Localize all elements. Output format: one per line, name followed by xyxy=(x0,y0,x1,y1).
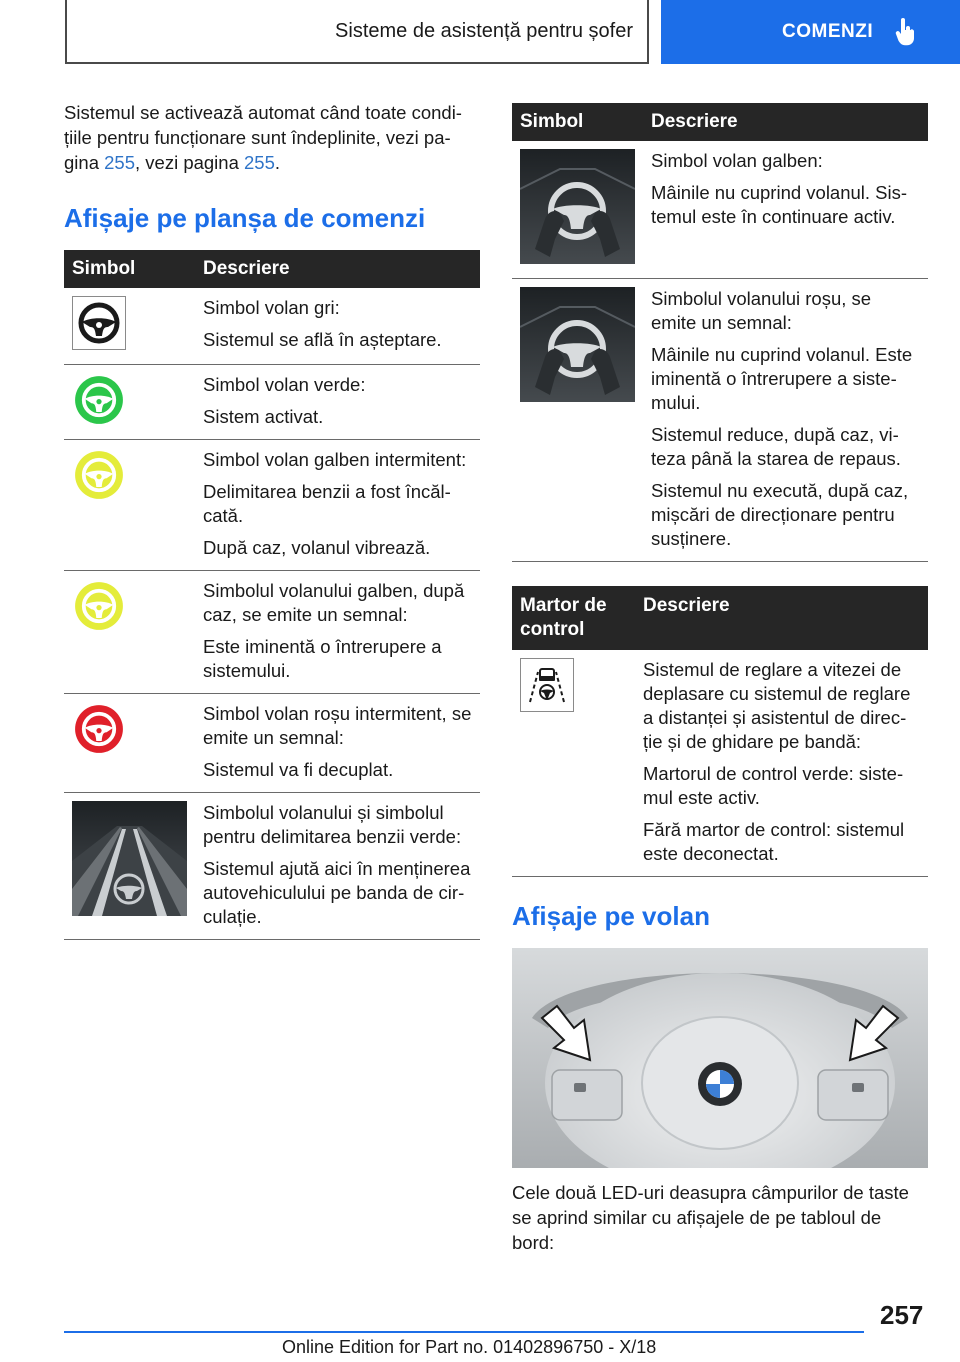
table-row xyxy=(64,792,480,939)
right-column xyxy=(512,103,928,1255)
table-row xyxy=(64,439,480,570)
steering-wheel-yellow-icon xyxy=(72,448,126,502)
table-row xyxy=(512,278,928,561)
description-cell xyxy=(643,141,928,278)
intro-text-end: . xyxy=(274,152,281,173)
chapter-title: Sisteme de asistență pentru șofer xyxy=(335,19,633,42)
description-line: Este iminentă o întrerupere a sistemului. xyxy=(203,635,442,681)
hand-pointer-icon xyxy=(895,18,917,46)
description-line: Sistemul de reglare a vitezei de deplasare cu sistemul de reglare a distanței și asistentul de direc-ție și de ghidare pe bandă: xyxy=(643,658,911,752)
section-label: COMENZI xyxy=(782,21,874,42)
col-header-description: Descriere xyxy=(635,586,928,650)
col-header-symbol: Simbol xyxy=(64,250,195,288)
intro-text: Sistemul se activează automat când toate condi-țiile pentru funcționare sunt îndeplinite, vezi pa-gina xyxy=(64,102,462,173)
table-header-row xyxy=(512,103,928,141)
description-cell xyxy=(195,288,480,364)
description-line: Sistemul reduce, după caz, vi-teza până la starea de repaus. xyxy=(651,423,901,469)
section-heading-steering-wheel: Afișaje pe volan xyxy=(512,900,710,931)
description-cell xyxy=(195,570,480,693)
indicator-table xyxy=(512,586,928,877)
page-number: 257 xyxy=(880,1300,924,1330)
table-header-row xyxy=(64,250,480,288)
steering-wheel-yellow-icon xyxy=(72,579,126,633)
description-line: Simbolul volanului galben, după caz, se emite un semnal: xyxy=(203,579,465,625)
table-row xyxy=(64,364,480,439)
hands-on-wheel-red-icon xyxy=(520,287,635,402)
description-line: Mâinile nu cuprind volanul. Este iminentă o întrerupere a siste-mului. xyxy=(651,343,913,413)
symbol-cell xyxy=(512,278,643,561)
caption: Cele două LED-uri deasupra câmpurilor de taste se aprind similar cu afișajele de pe tabloul de bord: xyxy=(512,1181,909,1253)
col-header-symbol: Simbol xyxy=(512,103,643,141)
lane-display-icon xyxy=(72,801,187,916)
description-line: Simbol volan galben intermitent: xyxy=(203,448,467,470)
description-line: Simbolul volanului roșu, se emite un semnal: xyxy=(651,287,872,333)
description-cell xyxy=(195,439,480,570)
dashboard-symbols-table xyxy=(64,250,480,940)
table-row xyxy=(512,650,928,877)
col-header-description: Descriere xyxy=(195,250,480,288)
description-line: Sistemul nu execută, după caz, mișcări de direcționare pentru susținere. xyxy=(651,479,909,549)
header-section-box xyxy=(661,0,960,64)
symbol-cell xyxy=(64,570,195,693)
lane-assist-indicator-icon xyxy=(520,658,574,712)
table-row xyxy=(64,288,480,364)
warning-symbols-table xyxy=(512,103,928,562)
description-line: Delimitarea benzii a fost încăl-cată. xyxy=(203,480,451,526)
description-cell xyxy=(635,650,928,877)
steering-wheel-red-icon xyxy=(72,702,126,756)
description-cell xyxy=(195,693,480,792)
hands-on-wheel-yellow-icon xyxy=(520,149,635,264)
symbol-cell xyxy=(64,792,195,939)
symbol-cell xyxy=(512,141,643,278)
symbol-cell xyxy=(64,439,195,570)
description-line: Simbol volan verde: xyxy=(203,373,366,395)
description-line: Sistem activat. xyxy=(203,405,324,427)
footer-divider xyxy=(64,1331,864,1333)
steering-wheel-green-icon xyxy=(72,373,126,427)
left-column xyxy=(64,100,480,940)
description-line: Simbol volan galben: xyxy=(651,150,823,171)
table-row xyxy=(64,570,480,693)
table-header-row xyxy=(512,586,928,650)
description-cell xyxy=(195,792,480,939)
intro-text-mid: , vezi pagina xyxy=(135,152,245,173)
steering-wheel-photo xyxy=(512,948,928,1168)
description-line: Mâinile nu cuprind volanul. Sis-temul este în continuare activ. xyxy=(651,182,908,227)
section-heading-dashboard: Afișaje pe planșa de comenzi xyxy=(64,203,426,233)
symbol-cell xyxy=(64,288,195,364)
description-line: Sistemul ajută aici în menținerea autovehiculului pe banda de cir-culație. xyxy=(203,857,471,927)
intro-paragraph xyxy=(64,100,480,175)
page-link-2[interactable]: 255 xyxy=(244,152,275,173)
description-line: Sistemul va fi decuplat. xyxy=(203,758,394,780)
header-chapter-box xyxy=(65,0,649,64)
steering-wheel-gray-icon xyxy=(72,296,126,350)
symbol-cell xyxy=(512,650,635,877)
description-line: După caz, volanul vibrează. xyxy=(203,536,431,558)
table-row xyxy=(64,693,480,792)
symbol-cell xyxy=(64,693,195,792)
description-cell xyxy=(643,278,928,561)
symbol-cell xyxy=(64,364,195,439)
description-line: Simbolul volanului și simbolul pentru delimitarea benzii verde: xyxy=(203,801,462,847)
edition-text: Online Edition for Part no. 01402896750 - X/18 xyxy=(282,1337,657,1357)
description-line: Simbol volan gri: xyxy=(203,297,340,318)
description-cell xyxy=(195,364,480,439)
description-line: Sistemul se află în așteptare. xyxy=(203,329,442,350)
col-header-indicator: Martor de control xyxy=(512,586,635,650)
page-link-1[interactable]: 255 xyxy=(104,152,135,173)
description-line: Fără martor de control: sistemul este deconectat. xyxy=(643,818,905,864)
col-header-description: Descriere xyxy=(643,103,928,141)
description-line: Simbol volan roșu intermitent, se emite un semnal: xyxy=(203,702,472,748)
table-row xyxy=(512,141,928,278)
description-line: Martorul de control verde: siste-mul este activ. xyxy=(643,762,904,808)
